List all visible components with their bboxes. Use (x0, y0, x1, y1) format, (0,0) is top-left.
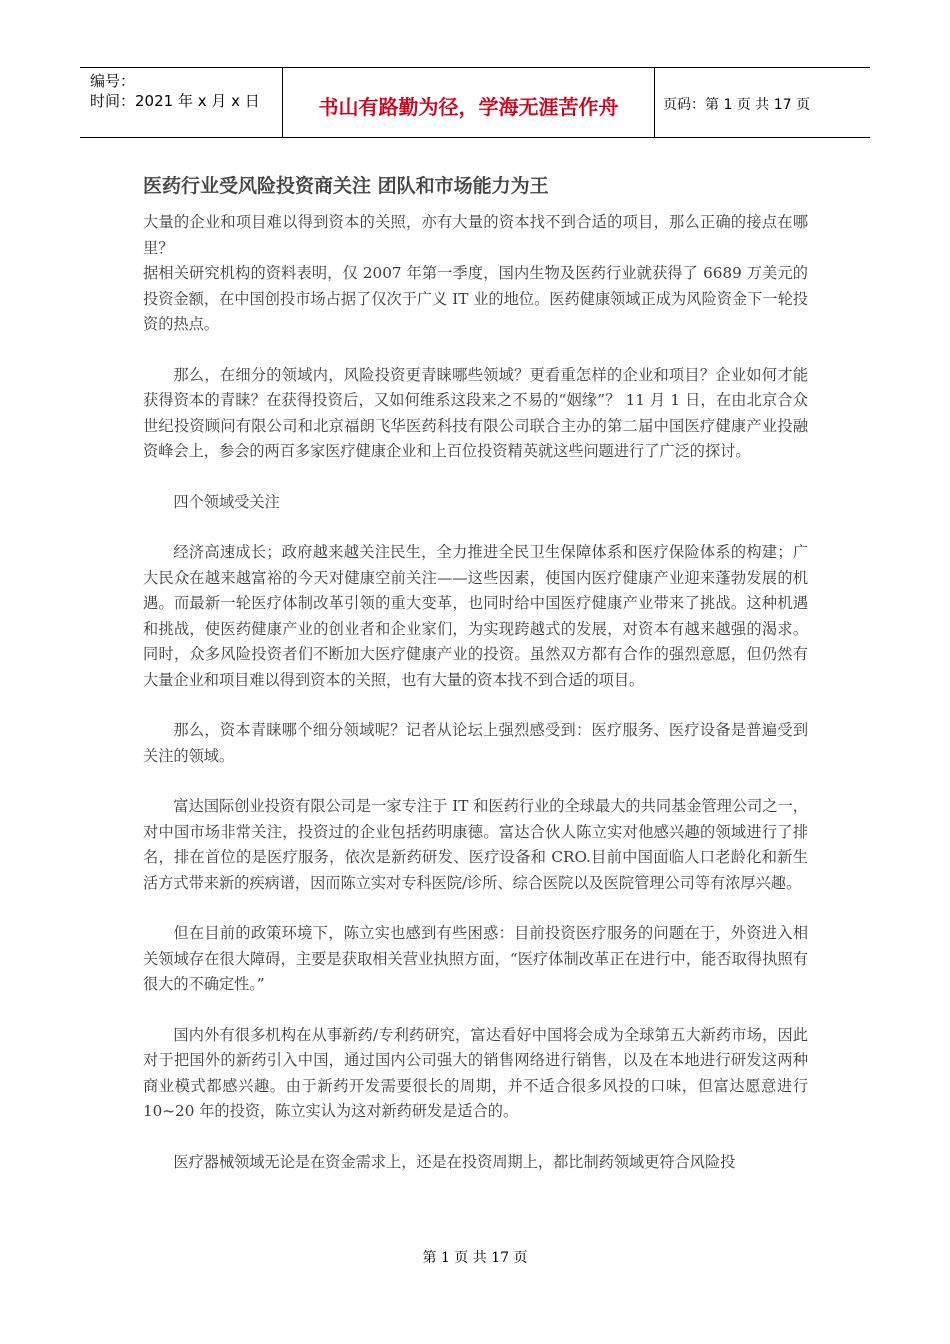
spacer (143, 693, 808, 718)
paragraph-2: 据相关研究机构的资料表明，仅 2007 年第一季度，国内生物及医药行业就获得了 6689 万美元的投资金额，在中国创投市场占据了仅次于广义 IT 业的地位。医药健康领域正成为风险资金下一轮投资的热点。 (143, 264, 808, 333)
document-id-label: 编号： (90, 72, 136, 90)
header-page-number: 页码：第 1 页 共 17 页 (663, 97, 810, 113)
spacer (143, 515, 808, 540)
paragraph-7: 富达国际创业投资有限公司是一家专注于 IT 和医药行业的全球最大的共同基金管理公司之一，对中国市场非常关注，投资过的企业包括药明康德。富达合伙人陈立实对他感兴趣的领域进行了排名，排在首位的是医疗服务，依次是新药研发、医疗设备和 CRO.目前中国面临人口老龄化和新生活方式带来新的疾病谱，因而陈立实对专科医院/诊所、综合医院以及医院管理公司等有浓厚兴趣。 (143, 797, 808, 892)
page-footer: 第 1 页 共 17 页 (422, 1250, 528, 1266)
paragraph-1: 大量的企业和项目难以得到资本的关照，亦有大量的资本找不到合适的项目，那么正确的接点在哪里？ (143, 213, 808, 257)
article-body (143, 170, 808, 1175)
spacer (143, 465, 808, 490)
article-title: 医药行业受风险投资商关注 团队和市场能力为王 (143, 175, 549, 197)
spacer (143, 998, 808, 1023)
header-motto: 书山有路勤为径，学海无涯苦作舟 (318, 95, 619, 119)
paragraph-3: 那么，在细分的领域内，风险投资更青睐哪些领域？更看重怎样的企业和项目？企业如何才能获得资本的青睐？在获得投资后，又如何维系这段来之不易的“姻缘”？ 11 月 1 日，在由北京合众世纪投资顾问有限公司和北京福朗飞华医药科技有限公司联合主办的第二届中国医疗健康产业投融资峰会上，参会的两百多家医疗健康企业和上百位投资精英就这些问题进行了广泛的探讨。 (143, 365, 808, 460)
header-left-cell (80, 68, 282, 137)
spacer (143, 896, 808, 921)
paragraph-9: 国内外有很多机构在从事新药/专利药研究，富达看好中国将会成为全球第五大新药市场，因此对于把国外的新药引入中国，通过国内公司强大的销售网络进行销售，以及在本地进行研发这两种商业模式都感兴趣。由于新药开发需要很长的周期，并不适合很多风投的口味，但富达愿意进行 10~20 年的投资，陈立实认为这对新药研发是适合的。 (143, 1025, 808, 1120)
spacer (143, 769, 808, 794)
paragraph-10: 医疗器械领域无论是在资金需求上，还是在投资周期上，都比制药领域更符合风险投 (173, 1152, 736, 1171)
header-table (80, 67, 870, 138)
spacer (143, 338, 808, 363)
paragraph-6: 那么，资本青睐哪个细分领域呢？记者从论坛上强烈感受到：医疗服务、医疗设备是普遍受到关注的领域。 (143, 721, 808, 765)
section-heading: 四个领域受关注 (173, 492, 280, 511)
header-middle-cell (282, 68, 655, 137)
paragraph-5: 经济高速成长；政府越来越关注民生，全力推进全民卫生保障体系和医疗保险体系的构建；广大民众在越来越富裕的今天对健康空前关注——这些因素，使国内医疗健康产业迎来蓬勃发展的机遇。而最新一轮医疗体制改革引领的重大变革，也同时给中国医疗健康产业带来了挑战。这种机遇和挑战，使医药健康产业的创业者和企业家们，为实现跨越式的发展，对资本有越来越强的渴求。同时，众多风险投资者们不断加大医疗健康产业的投资。虽然双方都有合作的强烈意愿，但仍然有大量企业和项目难以得到资本的关照，也有大量的资本找不到合适的项目。 (143, 543, 808, 689)
header-right-cell (655, 68, 870, 137)
paragraph-8: 但在目前的政策环境下，陈立实也感到有些困惑：目前投资医疗服务的问题在于，外资进入相关领域存在很大障碍，主要是获取相关营业执照方面，“医疗体制改革正在进行中，能否取得执照有很大的不确定性。” (143, 924, 808, 993)
spacer (143, 1125, 808, 1150)
document-time-label: 时间：2021 年 x 月 x 日 (90, 92, 260, 110)
